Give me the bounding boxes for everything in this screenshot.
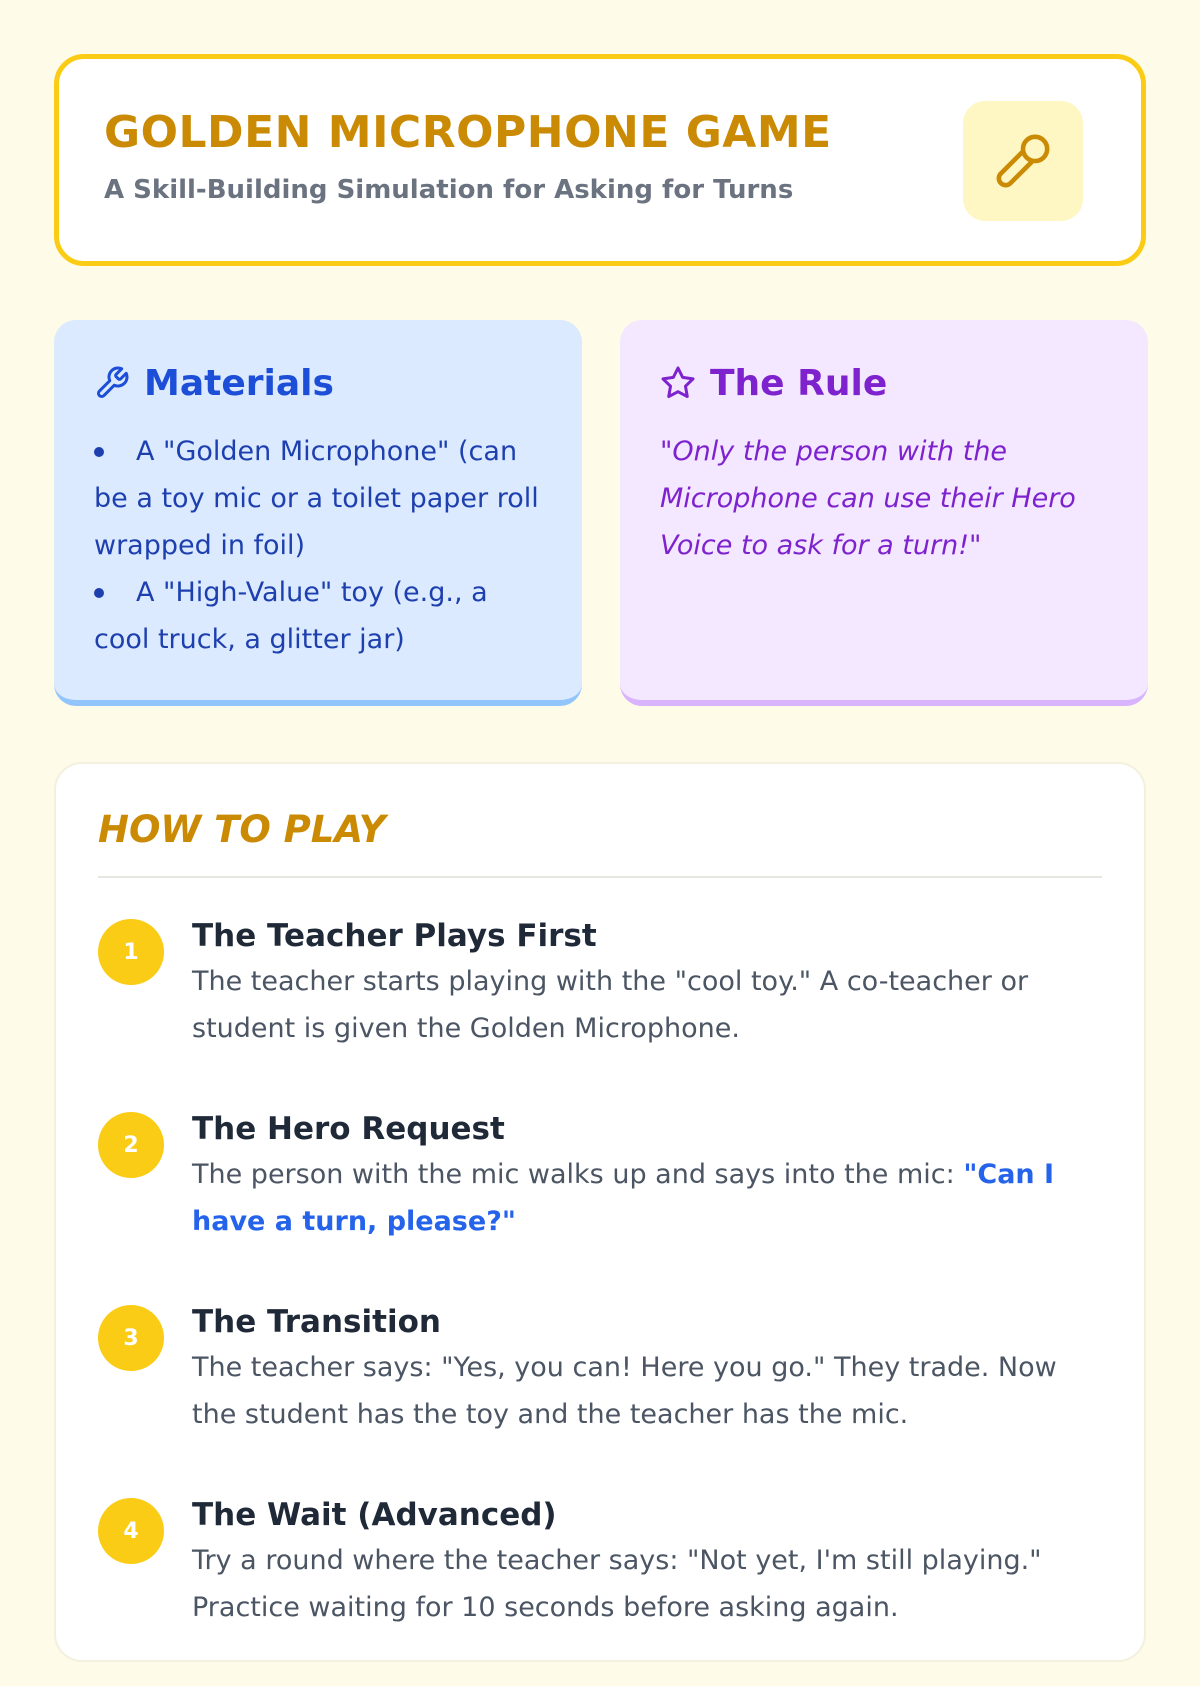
list-item: A "High-Value" toy (e.g., a cool truck, a glitter jar): [94, 569, 542, 663]
step-description: The teacher starts playing with the "cool toy." A co-teacher or student is given the Golden Microphone.: [192, 966, 1029, 1044]
page-subtitle: A Skill-Building Simulation for Asking for Turns: [104, 175, 794, 205]
hero-phrase: "Can I have a turn, please?": [192, 1159, 1055, 1237]
materials-heading-label: Materials: [144, 362, 334, 404]
page-title: GOLDEN MICROPHONE GAME: [104, 107, 832, 158]
divider: [98, 876, 1102, 878]
rule-heading-label: The Rule: [710, 362, 888, 404]
step-number-badge: 3: [98, 1305, 164, 1371]
microphone-icon: [994, 132, 1052, 190]
rule-heading: [660, 360, 1108, 406]
rule-text: "Only the person with the Microphone can use their Hero Voice to ask for a turn!": [660, 436, 1076, 561]
step-description: [192, 1151, 1102, 1245]
header-card: [54, 54, 1146, 266]
step-number-badge: 2: [98, 1112, 164, 1178]
step-description: Try a round where the teacher says: "Not yet, I'm still playing." Practice waiting for 10 seconds before asking again.: [192, 1545, 1042, 1623]
step-title: The Hero Request: [192, 1111, 505, 1147]
wrench-icon: [94, 365, 130, 401]
step-title: The Transition: [192, 1304, 441, 1340]
microphone-badge: [963, 101, 1083, 221]
step-number-badge: 1: [98, 919, 164, 985]
how-to-play-card: [54, 762, 1146, 1662]
step-number-badge: 4: [98, 1498, 164, 1564]
star-icon: [660, 365, 696, 401]
step-description: The teacher says: "Yes, you can! Here you go." They trade. Now the student has the toy and the teacher has the mic.: [192, 1352, 1057, 1430]
step-item: [98, 1107, 1102, 1300]
materials-list: [94, 428, 542, 663]
materials-card: [54, 320, 582, 706]
step-item: [98, 1300, 1102, 1493]
materials-heading: [94, 360, 542, 406]
step-item: [98, 1493, 1102, 1686]
list-item: A "Golden Microphone" (can be a toy mic or a toilet paper roll wrapped in foil): [94, 428, 542, 569]
how-to-play-title: HOW TO PLAY: [98, 808, 386, 851]
step-description-text: The person with the mic walks up and says into the mic:: [192, 1159, 964, 1190]
rule-card: [620, 320, 1148, 706]
step-title: The Teacher Plays First: [192, 918, 597, 954]
step-item: [98, 914, 1102, 1107]
step-title: The Wait (Advanced): [192, 1497, 557, 1533]
